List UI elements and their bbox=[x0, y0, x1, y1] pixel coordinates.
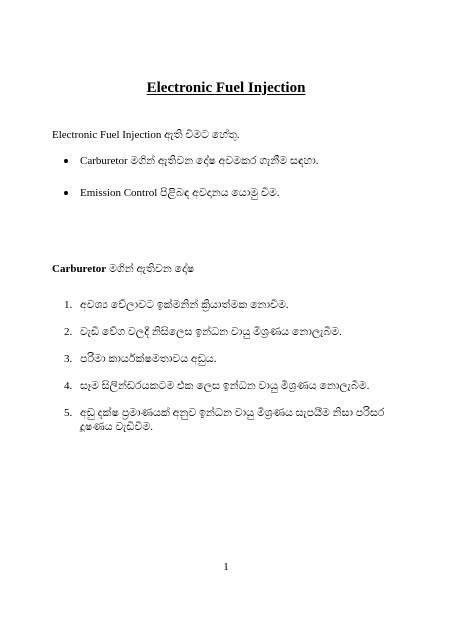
list-item-text: පරිමා කාර්යක්ෂමතාවය අඩුය. bbox=[80, 353, 217, 365]
list-item-text: Carburetor මගින් ඇතිවන දෝෂ අවමකර ගැනීම සඳහා. bbox=[80, 155, 319, 167]
page-number: 1 bbox=[223, 561, 229, 573]
list-item bbox=[64, 155, 319, 168]
list-number: 3. bbox=[64, 353, 73, 365]
list-item bbox=[64, 406, 409, 434]
list-item-text: අඩු දක්ෂ ප්‍රමාණයක් අනුව ඉන්ධන වායු මිශ්‍රණය සැපයීම නිසා පරිසර දූෂණය වැඩිවීම. bbox=[80, 407, 385, 433]
list-item bbox=[64, 298, 409, 312]
reasons-list bbox=[64, 155, 319, 219]
page-title: Electronic Fuel Injection bbox=[146, 80, 306, 96]
list-number: 4. bbox=[64, 380, 73, 392]
section-heading-keyword: Carburetor bbox=[52, 263, 107, 275]
list-item-text: Emission Control පිළිබඳ අවදානය යොමු වීම. bbox=[80, 187, 280, 199]
intro-text: Electronic Fuel Injection ඇති වීමට හේතු. bbox=[52, 129, 240, 141]
faults-list bbox=[64, 298, 409, 447]
section-heading-text: මගින් ඇතිවන දෝෂ bbox=[106, 263, 195, 275]
section-heading bbox=[52, 263, 194, 276]
list-item-text: සෑම සිලින්ඩරයකටම එක ලෙස ඉන්ධන වායු මිශ්‍රණය නොලැබීම. bbox=[80, 380, 370, 392]
list-item-text: අවශ්‍ය වේලාවට ඉක්මනින් ක්‍රියාත්මක නොවීම. bbox=[80, 299, 289, 311]
list-number: 2. bbox=[64, 326, 73, 338]
list-item-text: වැඩි වේග වලදී නිසිලෙස ඉන්ධන වායු මිශ්‍රණය නොලැබීම. bbox=[80, 326, 342, 338]
list-item bbox=[64, 325, 409, 339]
list-number: 5. bbox=[64, 407, 73, 419]
bullet-icon bbox=[64, 159, 68, 163]
list-item bbox=[64, 187, 319, 200]
list-number: 1. bbox=[64, 299, 73, 311]
bullet-icon bbox=[64, 191, 68, 195]
list-item bbox=[64, 379, 409, 393]
list-item bbox=[64, 352, 409, 366]
